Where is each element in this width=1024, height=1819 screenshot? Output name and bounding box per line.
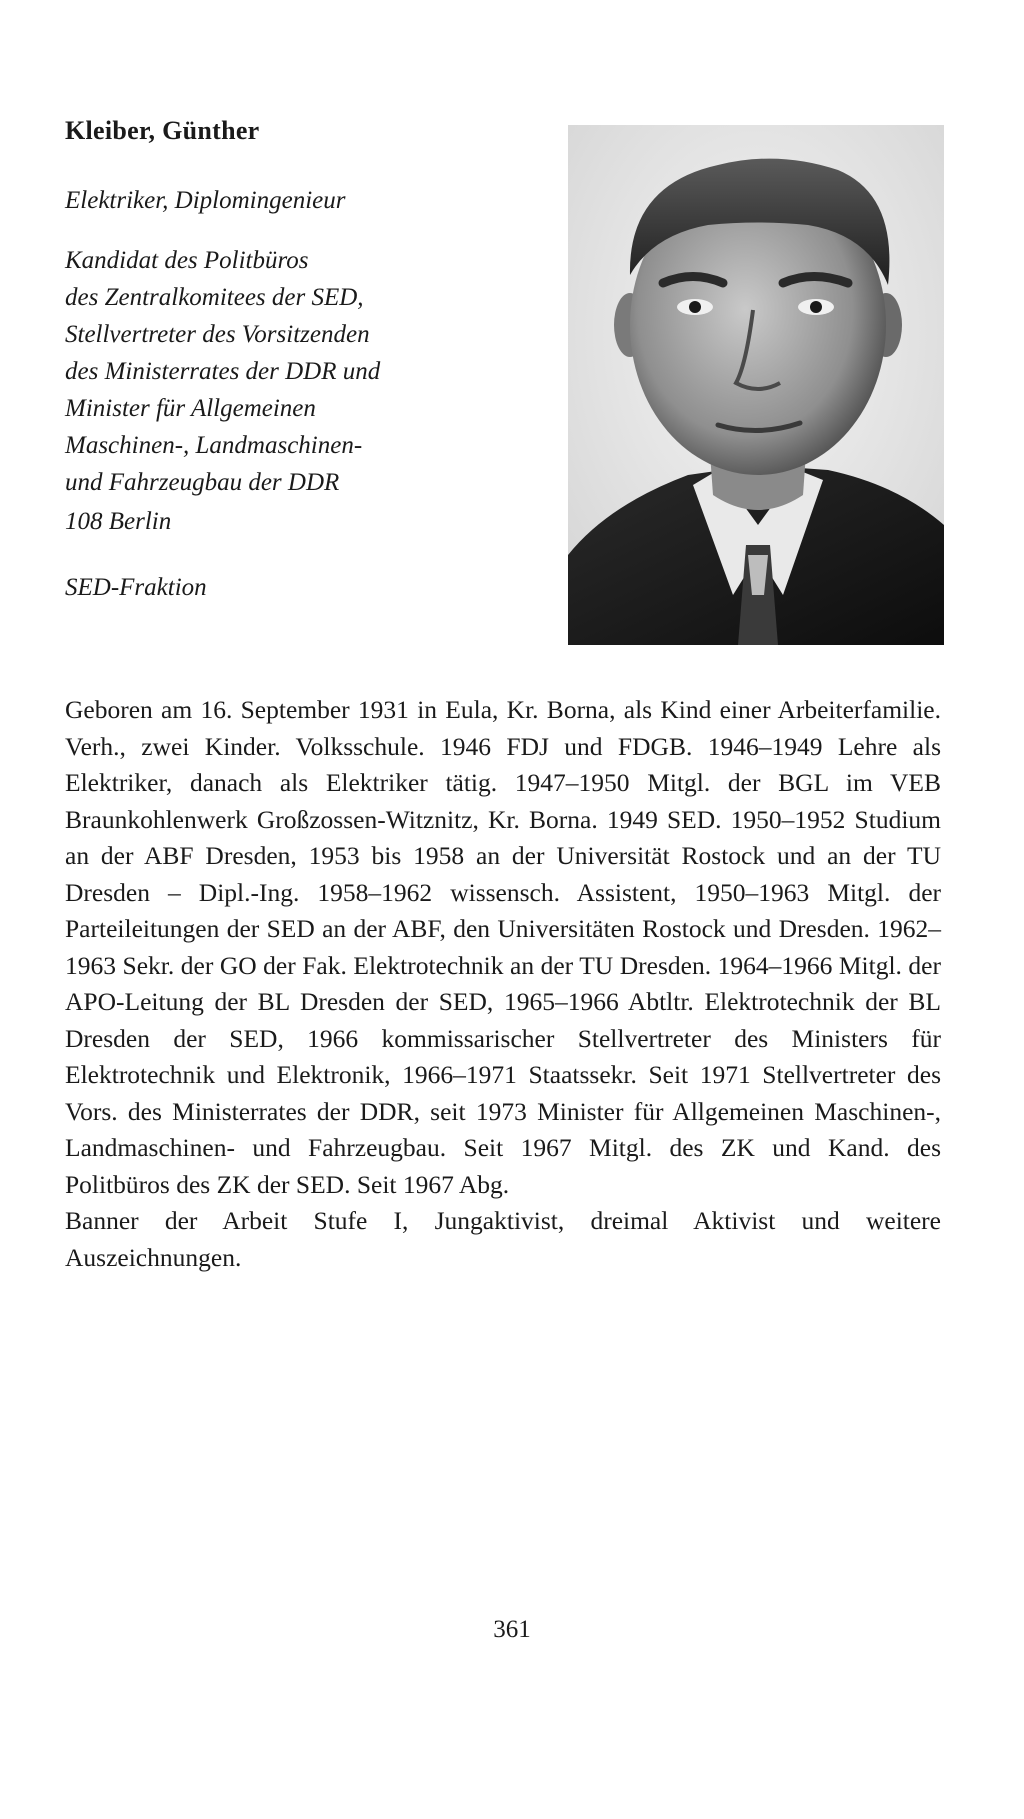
biography xyxy=(65,692,941,1276)
position-line: und Fahrzeugbau der DDR xyxy=(65,469,340,496)
portrait-illustration xyxy=(568,125,944,645)
person-name: Kleiber, Günther xyxy=(65,116,260,145)
page-number: 361 xyxy=(493,1616,531,1643)
position-line: Minister für Allgemeinen xyxy=(65,395,316,422)
biography-awards: Banner der Arbeit Stufe I, Jungaktivist, dreimal Aktivist und weitere Auszeichnungen. xyxy=(65,1206,941,1272)
position-line: Stellvertreter des Vorsitzenden xyxy=(65,321,370,348)
biography-main: Geboren am 16. September 1931 in Eula, Kr. Borna, als Kind einer Arbeiterfamilie. Verh., zwei Kinder. Volksschule. 1946 FDJ und FDGB. 1946–1949 Lehre als Elektriker, danach als Elektriker tätig. 1947–1950 Mitgl. der BGL im VEB Braunkohlenwerk Großzossen-Witznitz, Kr. Borna. 1949 SED. 1950–1952 Studium an der ABF Dresden, 1953 bis 1958 an der Universität Rostock und an der TU Dresden – Dipl.-Ing. 1958–1962 wissensch. Assistent, 1950–1963 Mitgl. der Parteileitungen der SED an der ABF, den Universitäten Rostock und Dresden. 1962–1963 Sekr. der GO der Fak. Elektrotechnik an der TU Dresden. 1964–1966 Mitgl. der APO-Leitung der BL Dresden der SED, 1965–1966 Abtltr. Elektrotechnik der BL Dresden der SED, 1966 kommissarischer Stellvertreter des Ministers für Elektrotechnik und Elektronik, 1966–1971 Staatssekr. Seit 1971 Stellvertreter des Vors. des Ministerrates der DDR, seit 1973 Minister für Allgemeinen Maschinen-, Landmaschinen- und Fahrzeugbau. Seit 1967 Mitgl. des ZK und Kand. des Politbüros des ZK der SED. Seit 1967 Abg. xyxy=(65,695,941,1199)
person-positions xyxy=(65,242,445,501)
position-line: des Zentralkomitees der SED, xyxy=(65,284,364,311)
person-fraction: SED-Fraktion xyxy=(65,574,207,601)
person-city: 108 Berlin xyxy=(65,508,172,535)
position-line: Kandidat des Politbüros xyxy=(65,247,309,274)
portrait-photo xyxy=(568,125,944,645)
person-profession: Elektriker, Diplomingenieur xyxy=(65,187,346,214)
position-line: des Ministerrates der DDR und xyxy=(65,358,381,385)
position-line: Maschinen-, Landmaschinen- xyxy=(65,432,363,459)
